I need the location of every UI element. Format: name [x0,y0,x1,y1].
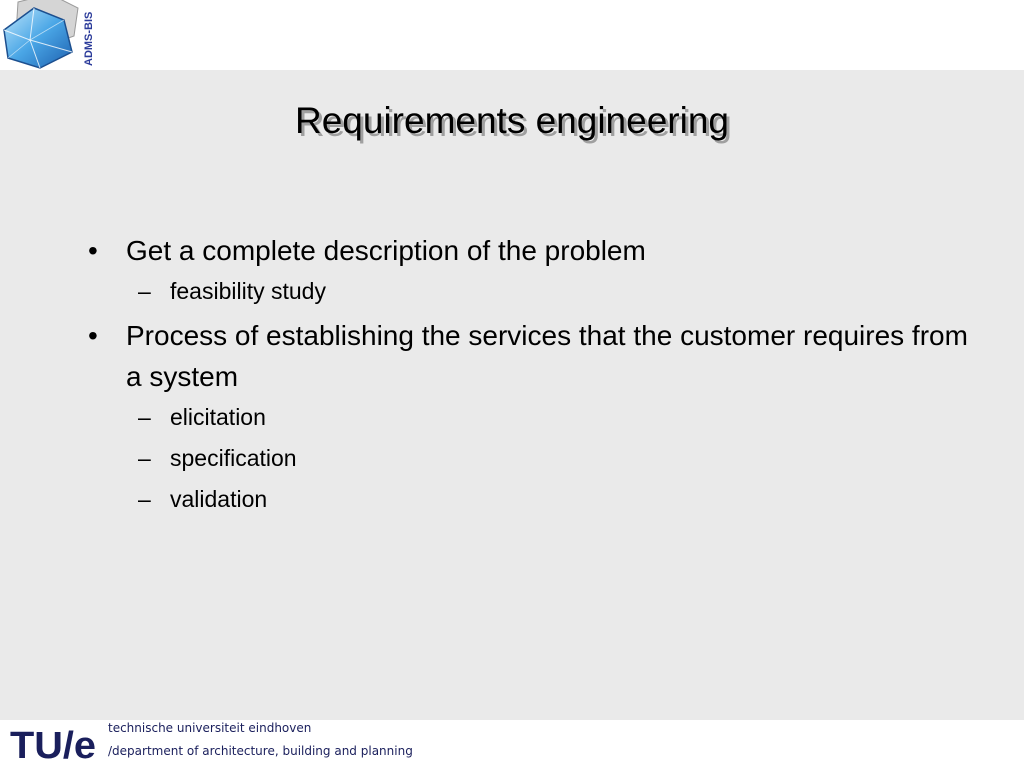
sub-bullet-text: feasibility study [170,278,326,304]
sub-bullet-item [88,479,968,520]
sub-bullet-item [88,271,968,312]
bullet-item [88,230,968,271]
cube-logo-icon [0,0,80,70]
tue-logo [10,722,100,766]
bullet-list [88,230,968,520]
department-name: /department of architecture, building and planning [108,744,413,758]
bullet-glyph: • [88,320,98,351]
bullet-text: Get a complete description of the problem [126,235,646,266]
slide-title: Requirements engineering [295,100,729,141]
dash-glyph: – [138,445,151,471]
sub-bullet-text: validation [170,486,268,512]
admsbis-logo-text [80,2,96,68]
slide-body [0,70,1024,720]
sub-bullet-item [88,438,968,479]
tue-logo-text: TU/e [10,725,96,766]
admsbis-text: ADMS-BIS [83,11,95,66]
sub-bullet-text: elicitation [170,404,266,430]
slide-footer [0,720,1024,768]
dash-glyph: – [138,278,151,304]
sub-bullet-item [88,397,968,438]
university-name: technische universiteit eindhoven [108,721,312,735]
dash-glyph: – [138,486,151,512]
bullet-item [88,315,968,397]
bullet-text: Process of establishing the services that the customer requires from a system [126,320,968,392]
slide-header [0,0,1024,70]
bullet-glyph: • [88,235,98,266]
dash-glyph: – [138,404,151,430]
sub-bullet-text: specification [170,445,297,471]
